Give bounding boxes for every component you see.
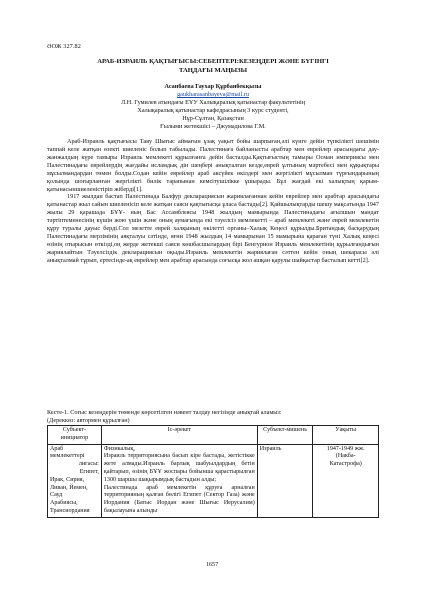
author-block bbox=[47, 83, 379, 130]
cell-text: мемлекеттері bbox=[50, 453, 85, 460]
header-target: Субъект-мишень bbox=[257, 426, 313, 445]
page-number: 1657 bbox=[205, 561, 219, 568]
table-header-row bbox=[48, 426, 379, 445]
cell-text: лигасы: bbox=[78, 461, 99, 468]
cell-text: Израиль bbox=[259, 445, 282, 452]
cell-target bbox=[257, 444, 313, 517]
author-name: Асанбаева Гаухар Құрбанбекқызы bbox=[164, 83, 262, 90]
author-email-link[interactable]: gaukharasanbayeva@mail.ru bbox=[177, 90, 249, 98]
cell-text: Арабиясы, bbox=[50, 500, 78, 507]
cell-text: Трансиордания bbox=[50, 507, 90, 514]
cell-text: Ирак, Сирия, bbox=[50, 476, 85, 483]
title-line-2: ТАҢДАҒЫ МАҢЫЗЫ bbox=[178, 67, 248, 74]
cell-action bbox=[101, 444, 257, 517]
cell-text: (Накба- bbox=[335, 453, 356, 460]
table-row bbox=[48, 444, 379, 517]
udk-code: ӘОЖ 327.82 bbox=[47, 43, 81, 50]
header-initiator: Субъект-инициатор bbox=[48, 426, 102, 445]
author-affiliation-2: Халықаралық қатынастар кафедрасының 3 курс студенті, bbox=[137, 106, 289, 114]
cell-text: Араб bbox=[50, 445, 64, 452]
table-caption bbox=[47, 409, 379, 425]
cell-text: Египет, bbox=[79, 468, 99, 475]
body-text bbox=[47, 138, 379, 265]
title-line-1: АРАБ-ИЗРАИЛЬ ҚАҚТЫҒЫСЫ:СЕБЕПТЕРІ:КЕЗЕҢДЕРІ ЖӘНЕ БҮГІНГІ bbox=[97, 58, 329, 65]
cell-text: Палестинада араб мемлекетін құруға арналған территорияның қалған бөлігі Египет (Сектор Газа) және Иордания (Батыс Иордан және Шығыс Иерусалим) бақылауына алынды bbox=[103, 484, 255, 514]
paper-title bbox=[47, 57, 379, 75]
paragraph-1: Араб-Израиль қақтығысы Таяу Шығыс аймағын ұзақ уақыт бойы шарпыған,әлі күнге дейін түпкілікті шешімін таппай келе жатқан өзекті шиеленіс болып табылады. Палестинаға байланысты арабтар мен еврейлер арасындағы дау-жанжалдың күре тамыры Израиль мемлекеті құрылғанға дейін басталды.Қақтығыстың тамыры Осман империясы мен Палестинадағы еврейлердің жағдайы исламдық дін шеңбері анықталған кезде,еврей ұлтының мәртебесі мен құқықтары мұсылмандардан төмен болды.Содан кейін еврейлер араб аксүйек өкілдері мен жергілікті мұсылман түрғындарының қолында шоғырланған жергілікті билік тарапынан кемсітушілікке ұшырады. Бұл жағдай екі халықтың қарым-қатынасыншиеленістіріп жіберді[1]. bbox=[47, 138, 379, 193]
author-supervisor: Ғылыми жетекшісі – Джумадилова Г.М. bbox=[160, 122, 266, 130]
paragraph-2: 1917 жылдан бастап Палестинада Балфур декларациясын жариялағаннан кейін еврейлер мен арабтар арасындағы қатынастар жыл сайын шиеленісіп келе жатқан саяси қақтығысқа ұласа бастады[2]. Қайшылықтарды шешу мақсатында 1947 жылы 29 қарашада БҰҰ- ның Бас Ассамблеясы 1948 жылдың мамырында Палестинадағы ағылшын мандат тәртіптеменесінің күшін жою үшін және оның аумағында екі тәуелсіз мемлекетті – араб мемлекеті және еврей мемлекетін құру туралы дауыс берді.Сол мезетте еврей халқының өкілетті органы–Халық Кеңесі құрылды.Британдық басқарудың Палестинадағы мерзімінің аяқталуы сәтінде, яғни 1948 жылдың 14 мамырынан 15 мамырына қараған түні Халық кеңесі өзінің отырысын өткізді,оң жерде жетекші саяси көшбасшылардың бірі Бенгурион Израиль мемлекетінің құрылғандығын жариялайтын Тәуелсіздік декларациясын оқыды.Израиль мемлекетін жариялаған сәттен кейін оның шекарасы әлі анықталмай тұрып, ертесінде-ақ еврейлер мен арабтар арасында соғысқа жол ашқан қарулы шайқастар басталып кетті[2]. bbox=[47, 193, 379, 264]
cell-text: Катастрофа) bbox=[329, 461, 362, 468]
events-table bbox=[47, 425, 379, 518]
cell-initiator bbox=[48, 444, 102, 517]
cell-text: 1947-1949 жж. bbox=[326, 445, 365, 452]
author-city: Нұр-Сұлтан, Қазақстан bbox=[182, 114, 244, 122]
header-time: Уақыты bbox=[313, 426, 379, 445]
cell-text: Израиль территориясына басып кіре бастады, жетістікке жете алмады.Израиль барлық шабуылдардың бетін қайтарып, өзінің БҰҰ жоспары бойынша қарастырылған 1300 шаршы шақырымдық бастадын алды; bbox=[103, 453, 255, 483]
table-caption-title: Кесте-1. Соғыс кезеңдерін төменде көрсетілген нәвент талдау негізінде анықтай аламыз: bbox=[47, 409, 282, 416]
cell-text: Физикалық, bbox=[103, 445, 135, 452]
cell-text: Сауд bbox=[50, 492, 63, 499]
cell-text: Ливан, Йемен, bbox=[50, 484, 88, 491]
header-action: Іс-әрекет bbox=[101, 426, 257, 445]
cell-time bbox=[313, 444, 379, 517]
author-affiliation-1: Л.Н. Гумилев атындағы ЕҰУ Халықаралық қатынастар факультетінің bbox=[120, 98, 306, 106]
table-caption-source: (Дереккөз: автормен құрылған) bbox=[47, 416, 130, 424]
